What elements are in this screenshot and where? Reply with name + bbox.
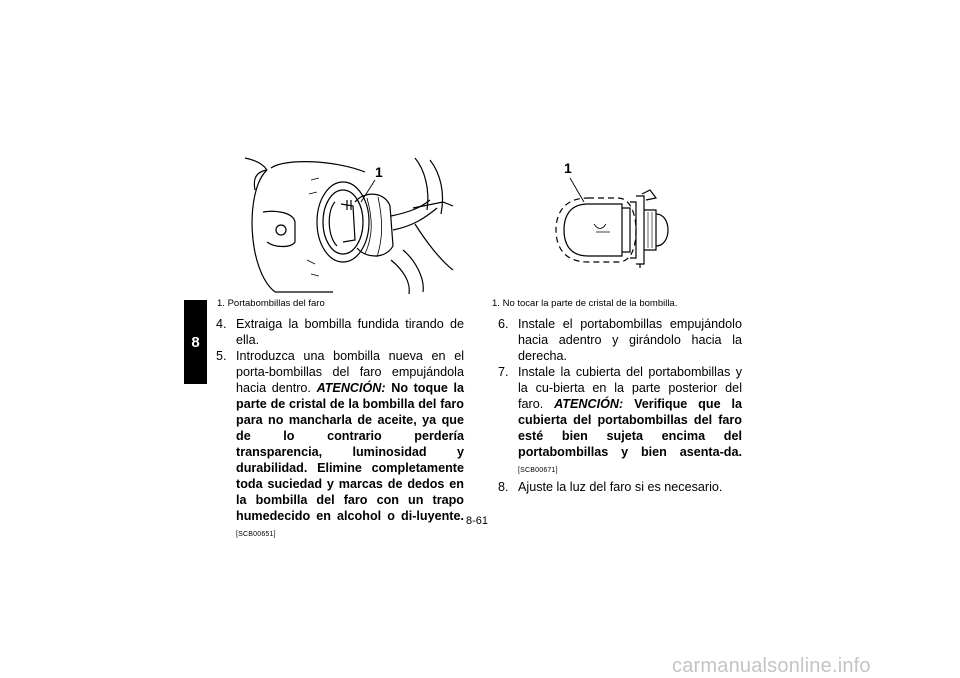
headlight-holder-figure (215, 150, 460, 298)
step-7-number: 7. (498, 365, 509, 379)
step-5-reference-code: [SCB00651] (236, 531, 276, 538)
step-5-number: 5. (216, 349, 227, 363)
section-tab-number: 8 (191, 333, 200, 351)
watermark: carmanualsonline.info (672, 655, 871, 677)
step-6 (498, 316, 742, 364)
bulb-figure (552, 158, 692, 270)
step-5-warning-label: ATENCIÓN: (316, 381, 386, 395)
section-tab (184, 300, 207, 384)
step-5-text: Introduzca una bombilla nueva en el porta-bombillas del faro empujándola hacia dentro. (236, 349, 464, 395)
figure-left-callout: 1 (375, 164, 383, 180)
figure-left-caption-number: 1. (217, 298, 225, 309)
step-8-text: Ajuste la luz del faro si es necesario. (518, 480, 723, 494)
step-5 (216, 348, 464, 543)
step-7-warning-text: Verifique que la cubierta del portabombillas del faro esté bien sujeta encima del portabombillas y bien asenta-da. (518, 397, 742, 459)
step-7-warning-label: ATENCIÓN: (554, 397, 624, 411)
figure-right-callout: 1 (564, 160, 572, 176)
bulb-illustration (552, 158, 692, 270)
figure-left-caption-text: Portabombillas del faro (227, 298, 325, 309)
step-7-text: Instale la cubierta del portabombillas y la cu-bierta en la parte posterior del faro. (518, 365, 742, 411)
figure-right-caption (492, 298, 677, 310)
step-5-body (236, 348, 464, 543)
left-column (216, 316, 464, 543)
step-8 (498, 479, 742, 495)
step-7-reference-code: [SCB00671] (518, 467, 558, 474)
right-column (498, 316, 742, 495)
step-4-number: 4. (216, 317, 227, 331)
step-5-warning-text: No toque la parte de cristal de la bombilla del faro para no mancharla de aceite, ya que de lo contrario perdería transparencia, luminosidad y durabilidad. Elimine completamente toda suciedad y marcas de dedos en la bombilla del faro con un trapo humedecido en alcohol o di-luyente. (236, 381, 465, 523)
step-6-text: Instale el portabombillas empujándolo hacia adentro y girándolo hacia la derecha. (518, 317, 742, 363)
headlight-holder-illustration (215, 150, 460, 298)
figure-right-caption-number: 1. (492, 298, 500, 309)
figure-left-caption (217, 298, 325, 310)
step-4-text: Extraiga la bombilla fundida tirando de ella. (236, 317, 464, 347)
figure-right-caption-text: No tocar la parte de cristal de la bombilla. (502, 298, 678, 309)
step-6-number: 6. (498, 317, 509, 331)
step-8-number: 8. (498, 480, 509, 494)
page-number: 8-61 (466, 515, 489, 527)
step-7 (498, 364, 742, 479)
step-7-body (518, 364, 742, 479)
step-4 (216, 316, 464, 348)
